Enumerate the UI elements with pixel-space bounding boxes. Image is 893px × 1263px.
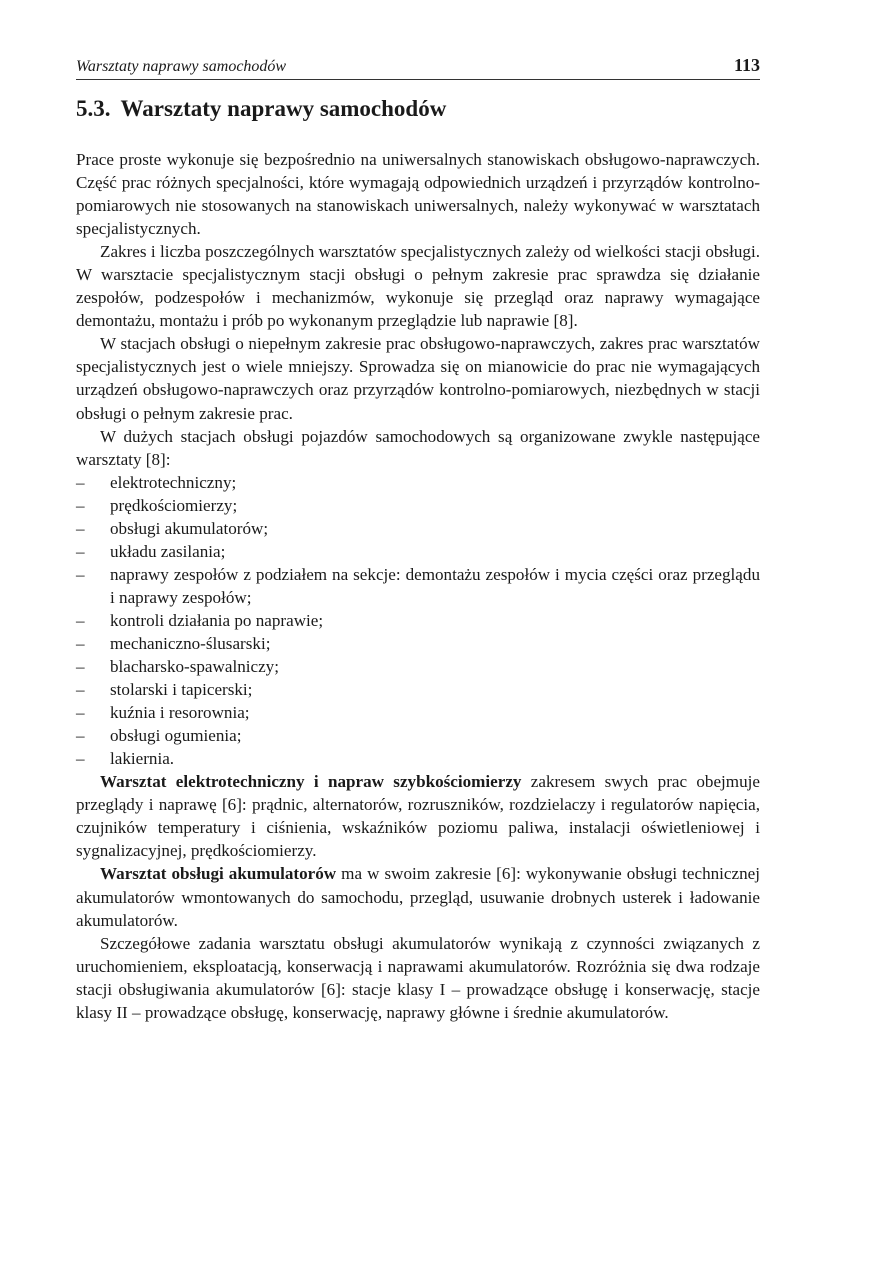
list-item: – obsługi akumulatorów; xyxy=(76,517,760,540)
page-number: 113 xyxy=(733,55,760,75)
paragraph-scope: Zakres i liczba poszczególnych warsztatów specjalistycznych zależy od wielkości stacji obsługi. W warsztacie specjalistycznym stacji obsługi o pełnym zakresie prac sprawdza się działanie zespołów, podzespołów i mechanizmów, wykonuje się przegląd oraz naprawy wymagające demontażu, montażu i prób po wykonanym przeglądzie lub naprawie [8]. xyxy=(76,242,760,331)
bold-term-battery-workshop: Warsztat obsługi akumulatorów xyxy=(100,864,337,884)
paragraph-battery-workshop xyxy=(76,862,760,931)
list-item: – stolarski i tapicerski; xyxy=(76,678,760,701)
section-number: 5.3. xyxy=(76,96,111,121)
book-page xyxy=(76,50,760,1024)
paragraph-battery-details: Szczegółowe zadania warsztatu obsługi akumulatorów wynikają z czynności związanych z uruchomieniem, eksploatacją, konserwacją i naprawami akumulatorów. Rozróżnia się dwa rodzaje stacji obsługiwania akumulatorów [6]: stacje klasy I – prowadzące obsługę i konserwację, stacje klasy II – prowadzące obsługę, konserwację, naprawy główne i średnie akumulatorów. xyxy=(76,933,760,1022)
list-item: – prędkościomierzy; xyxy=(76,494,760,517)
list-item: – naprawy zespołów z podziałem na sekcje: demontażu zespołów i mycia części oraz przeglądu i naprawy zespołów; xyxy=(76,563,760,609)
paragraph-battery-workshop-text: ma w swoim zakresie [6]: wykonywanie obsługi technicznej akumulatorów wmontowanych do samochodu, przegląd, usuwanie drobnych usterek i ładowanie akumulatorów. xyxy=(76,864,760,930)
paragraph-workshop-list-intro: W dużych stacjach obsługi pojazdów samochodowych są organizowane zwykle następujące warsztaty [8]: xyxy=(76,426,760,469)
section-heading xyxy=(76,94,760,124)
paragraph-electrical-workshop xyxy=(76,770,760,862)
list-item: – elektrotechniczny; xyxy=(76,471,760,494)
running-title: Warsztaty naprawy samochodów xyxy=(76,58,287,75)
running-header xyxy=(76,50,760,80)
workshop-list xyxy=(76,471,760,771)
list-item: – mechaniczno-ślusarski; xyxy=(76,632,760,655)
paragraph-intro: Prace proste wykonuje się bezpośrednio na uniwersalnych stanowiskach obsługowo-naprawczych. Część prac różnych specjalności, które wymagają odpowiednich urządzeń i przyrządów kontrolno-pomiarowych nie stosowanych na stanowiskach uniwersalnych, należy wykonywać w warsztatach specjalistycznych. xyxy=(76,150,760,239)
list-item: – lakiernia. xyxy=(76,747,760,770)
list-item: – kontroli działania po naprawie; xyxy=(76,609,760,632)
list-item: – blacharsko-spawalniczy; xyxy=(76,655,760,678)
list-item: – obsługi ogumienia; xyxy=(76,724,760,747)
body-text xyxy=(76,148,760,1024)
paragraph-partial-scope: W stacjach obsługi o niepełnym zakresie prac obsługowo-naprawczych, zakres prac warsztatów specjalistycznych jest o wiele mniejszy. Sprowadza się on mianowicie do prac nie wymagających urządzeń obsługowo-naprawczych oraz przyrządów kontrolno-pomiarowych, niezbędnych w stacji obsługi o pełnym zakresie prac. xyxy=(76,334,760,423)
list-item: – układu zasilania; xyxy=(76,540,760,563)
paragraph-electrical-workshop-text: zakresem swych prac obejmuje przeglądy i naprawę [6]: prądnic, alternatorów, rozruszników, rozdzielaczy i regulatorów napięcia, czujników temperatury i ciśnienia, wskaźników poziomu paliwa, instalacji oświetleniowej i sygnalizacyjnej, prędkościomierzy. xyxy=(76,772,760,861)
list-item: – kuźnia i resorownia; xyxy=(76,701,760,724)
bold-term-electrical-workshop: Warsztat elektrotechniczny i napraw szybkościomierzy xyxy=(100,772,522,792)
section-title: Warsztaty naprawy samochodów xyxy=(120,96,447,121)
